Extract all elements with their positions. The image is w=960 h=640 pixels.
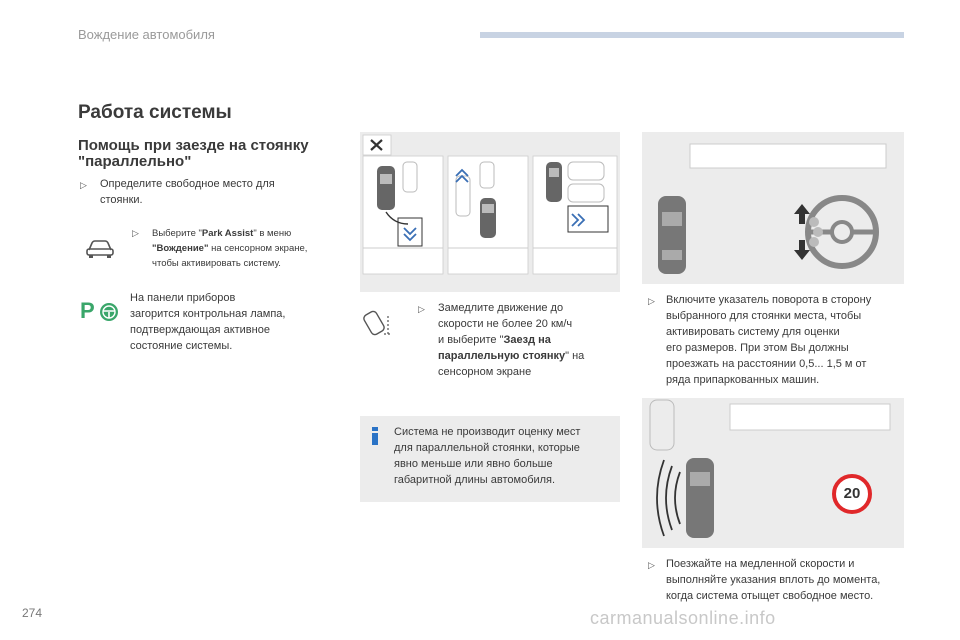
arrow-bullet-icon: ▷	[80, 180, 87, 190]
text-line: состояние системы.	[130, 340, 233, 352]
text-line	[152, 241, 307, 256]
text-line	[152, 226, 307, 241]
text-line: Замедлите движение до	[438, 302, 564, 314]
text-fragment: " на	[565, 350, 585, 362]
menu-name-label: "Вождение"	[152, 243, 209, 254]
subtitle-line-1: Помощь при заезде на стоянку	[78, 137, 309, 154]
step-drive-slowly	[666, 556, 880, 604]
text-line: чтобы активировать систему.	[152, 258, 281, 269]
svg-text:P: P	[80, 298, 95, 323]
mode-label: параллельную стоянку	[438, 350, 566, 362]
text-line: сенсорном экране	[438, 366, 532, 378]
text-line: его размеров. При этом Вы должны	[666, 342, 849, 354]
turn-signal-illustration	[642, 132, 904, 284]
text-fragment: и выберите "	[438, 334, 504, 346]
speed-limit-sign: 20	[843, 485, 861, 502]
car-outline-icon	[84, 236, 116, 260]
text-line: ряда припаркованных машин.	[666, 374, 820, 386]
sensor-scan-illustration	[642, 398, 904, 548]
park-assist-button-icon	[362, 308, 402, 340]
text-line: выполняйте указания вплоть до момента,	[666, 574, 881, 586]
text-line: Система не производит оценку мест	[394, 426, 581, 438]
text-line	[438, 348, 584, 364]
arrow-bullet-icon: ▷	[648, 560, 655, 570]
text-fragment: Выберите "	[152, 228, 202, 239]
header-bar	[480, 32, 904, 38]
park-steering-lamp-icon	[80, 296, 120, 326]
touchscreen-illustration	[360, 132, 620, 292]
text-fragment: " в меню	[253, 228, 292, 239]
info-box	[360, 416, 620, 502]
text-line: когда система отыщет свободное место.	[666, 590, 874, 602]
page-title: Работа системы	[78, 102, 232, 123]
text-line: выбранного для стоянки места, чтобы	[666, 310, 862, 322]
text-line: подтверждающая активное	[130, 324, 270, 336]
text-line: явно меньше или явно больше	[394, 458, 553, 470]
step-slow-down	[438, 300, 584, 380]
text-line: активировать систему для оценки	[666, 326, 840, 338]
step-select-park-assist	[152, 226, 307, 271]
text-line: На панели приборов	[130, 292, 236, 304]
text-line: проезжать на расстоянии 0,5... 1,5 м от	[666, 358, 867, 370]
subtitle-line-2: "параллельно"	[78, 153, 192, 170]
info-text	[394, 424, 580, 488]
mode-label: Заезд на	[503, 334, 551, 346]
arrow-bullet-icon: ▷	[132, 228, 139, 238]
text-line	[438, 332, 584, 348]
text-line: Поезжайте на медленной скорости и	[666, 558, 855, 570]
text-line: габаритной длины автомобиля.	[394, 474, 556, 486]
watermark: carmanualsonline.info	[590, 608, 776, 628]
section-header-title: Вождение автомобиля	[78, 27, 215, 42]
arrow-bullet-icon: ▷	[418, 304, 425, 314]
lamp-description	[130, 290, 285, 354]
park-assist-label: Park Assist	[201, 228, 254, 239]
text-line: загорится контрольная лампа,	[130, 308, 286, 320]
text-line: скорости не более 20 км/ч	[438, 318, 573, 330]
text-line: Определите свободное место для	[100, 178, 275, 190]
text-line: для параллельной стоянки, которые	[394, 442, 580, 454]
step-define-space	[100, 176, 275, 208]
info-icon	[368, 426, 382, 446]
arrow-bullet-icon: ▷	[648, 296, 655, 306]
text-fragment: на сенсорном экране,	[208, 243, 308, 254]
text-line: Включите указатель поворота в сторону	[666, 294, 872, 306]
page-number: 274	[22, 606, 43, 620]
section-subtitle	[78, 138, 309, 170]
text-line: стоянки.	[100, 194, 143, 206]
step-turn-signal	[666, 292, 871, 388]
